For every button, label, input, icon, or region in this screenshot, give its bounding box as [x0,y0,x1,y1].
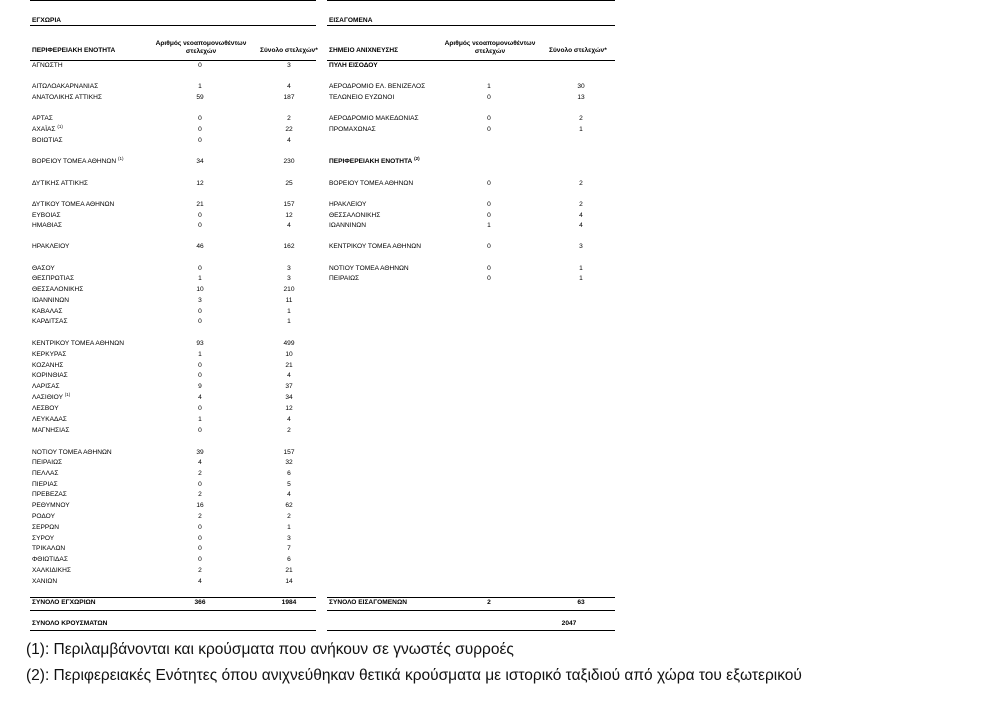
row-label-text: ΣΥΡΟΥ [32,535,55,542]
imported-table [327,0,615,640]
row-label-text: ΙΩΑΝΝΙΝΩΝ [32,297,69,304]
table-row [30,480,316,490]
row-total-count: 21 [285,362,293,369]
table-row [327,114,615,124]
row-new-count: 2 [198,567,202,574]
row-label-text: ΠΕΛΛΑΣ [32,470,59,477]
row-label [32,361,63,371]
row-new-count: 0 [198,318,202,325]
table-row [30,566,316,576]
row-total-count: 2 [579,180,583,187]
table-row [30,371,316,381]
grand-total-value-row [327,619,615,629]
row-new-count: 21 [196,201,204,208]
row-label [32,577,57,587]
total-label: ΣΥΝΟΛΟ ΕΓΧΩΡΙΩΝ [32,599,96,606]
row-total-count: 210 [283,286,295,293]
total-rule-bottom [30,610,316,611]
row-label [32,555,68,565]
table-row [30,448,316,458]
table-row [30,382,316,392]
table-row [327,125,615,135]
row-label-text: ΑΧΑΪΑΣ [32,126,56,133]
row-label [329,242,421,252]
row-label-text: ΔΥΤΙΚΟΥ ΤΟΜΕΑ ΑΘΗΝΩΝ [32,201,115,208]
row-label-text: ΗΡΑΚΛΕΙΟΥ [329,201,367,208]
row-label [32,393,70,403]
row-label [32,274,74,284]
row-total-count: 157 [283,201,295,208]
row-label [32,157,123,167]
row-label [32,317,68,327]
row-label [329,61,378,71]
table-row [327,274,615,284]
row-total-count: 230 [283,158,295,165]
row-label-text: ΒΟΡΕΙΟΥ ΤΟΜΕΑ ΑΘΗΝΩΝ [32,158,117,165]
row-total-count: 1 [287,308,291,315]
row-total-count: 3 [287,265,291,272]
row-label-text: ΗΜΑΘΙΑΣ [32,222,62,229]
row-total-count: 32 [285,459,293,466]
row-label [329,179,413,189]
col-header-total: Σύνολο στελεχών* [260,47,318,54]
row-label-text: ΒΟΡΕΙΟΥ ΤΟΜΕΑ ΑΘΗΝΩΝ [329,180,414,187]
grand-total-value: 2047 [561,620,577,627]
row-new-count: 2 [198,491,202,498]
row-new-count: 4 [198,578,202,585]
table-row [30,361,316,371]
table-row [30,317,316,327]
row-new-count: 0 [198,556,202,563]
table-row [30,469,316,479]
row-label-text: ΘΕΣΠΡΩΤΙΑΣ [32,275,75,282]
table-row [30,534,316,544]
row-total-count: 4 [287,83,291,90]
row-label [329,221,366,231]
table-row [327,221,615,231]
row-total-count: 7 [287,545,291,552]
row-label [32,61,63,71]
row-total-count: 157 [283,449,295,456]
row-label [32,221,62,231]
row-total-count: 1 [287,524,291,531]
row-label [329,93,394,103]
row-label-text: ΝΟΤΙΟΥ ΤΟΜΕΑ ΑΘΗΝΩΝ [329,265,409,272]
row-label-text: ΘΑΣΟΥ [32,265,55,272]
row-label-text: ΧΑΝΙΩΝ [32,578,58,585]
row-new-count: 0 [198,372,202,379]
row-new-count: 0 [198,362,202,369]
row-new-count: 0 [487,275,491,282]
row-label-text: ΑΕΡΟΔΡΟΜΙΟ ΕΛ. ΒΕΝΙΖΕΛΟΣ [329,83,426,90]
row-total-count: 6 [287,470,291,477]
row-label [32,566,71,576]
row-new-count: 3 [198,297,202,304]
table-row [30,285,316,295]
grand-total-rule [327,630,615,631]
table-row [30,523,316,533]
table-row [327,157,615,167]
table-row [30,544,316,554]
row-new-count: 1 [198,351,202,358]
row-label-text: ΒΟΙΩΤΙΑΣ [32,137,63,144]
row-label-text: ΑΝΑΤΟΛΙΚΗΣ ΑΤΤΙΚΗΣ [32,94,102,101]
table-row [30,93,316,103]
row-total-count: 37 [285,383,293,390]
footnote-marker: (1) [57,124,63,129]
row-total-count: 13 [577,94,585,101]
row-total-count: 2 [287,427,291,434]
table-row [30,211,316,221]
row-total-count: 6 [287,556,291,563]
row-total-count: 4 [287,491,291,498]
row-label-text: ΚΟΖΑΝΗΣ [32,362,64,369]
row-new-count: 59 [196,94,204,101]
row-total-count: 2 [579,115,583,122]
row-new-count: 2 [198,513,202,520]
row-label [329,82,425,92]
row-label-text: ΛΑΡΙΣΑΣ [32,383,60,390]
domestic-table [30,0,316,640]
table-row [327,61,615,71]
row-label-text: ΚΑΒΑΛΑΣ [32,308,63,315]
row-new-count: 0 [198,481,202,488]
row-label-text: ΘΕΣΣΑΛΟΝΙΚΗΣ [32,286,84,293]
footnote-marker: (1) [64,392,71,397]
row-label-text: ΠΕΙΡΑΙΩΣ [32,459,63,466]
table-row [30,490,316,500]
row-label [32,371,68,381]
row-label [329,114,419,124]
row-new-count: 0 [198,222,202,229]
row-label [32,523,59,533]
row-label-text: ΚΕΡΚΥΡΑΣ [32,351,67,358]
row-new-count: 0 [198,62,202,69]
grand-total-row [30,619,316,629]
row-total-count: 1 [579,126,583,133]
row-new-count: 0 [198,535,202,542]
top-rule [30,0,316,1]
row-total-count: 1 [579,265,583,272]
row-label-text: ΤΡΙΚΑΛΩΝ [32,545,66,552]
table-row [30,125,316,135]
table-row [30,426,316,436]
row-new-count: 0 [198,265,202,272]
row-new-count: 0 [487,243,491,250]
row-label [32,179,88,189]
row-new-count: 0 [198,545,202,552]
table-row [327,264,615,274]
row-label-text: ΣΕΡΡΩΝ [32,524,59,531]
row-label [32,469,58,479]
row-total-count: 62 [285,502,293,509]
row-label [32,382,60,392]
row-total-count: 22 [285,126,293,133]
row-label [32,512,55,522]
table-row [30,404,316,414]
row-new-count: 1 [198,83,202,90]
row-total-count: 3 [287,535,291,542]
row-label [32,480,58,490]
section-rule [30,25,316,26]
row-new-count: 93 [196,340,204,347]
row-label [32,307,62,317]
row-label [32,114,53,124]
table-row [30,179,316,189]
table-row [30,221,316,231]
row-new-count: 0 [487,115,491,122]
row-label-text: ΛΕΥΚΑΔΑΣ [32,416,67,423]
row-label-text: ΘΕΣΣΑΛΟΝΙΚΗΣ [329,212,381,219]
total-all: 63 [577,599,585,606]
table-row [327,211,615,221]
row-label [32,285,83,295]
row-label-text: ΝΟΤΙΟΥ ΤΟΜΕΑ ΑΘΗΝΩΝ [32,449,112,456]
row-new-count: 10 [196,286,204,293]
row-label [32,404,59,414]
row-total-count: 3 [287,275,291,282]
table-row [30,274,316,284]
row-label-text: ΚΕΝΤΡΙΚΟΥ ΤΟΜΕΑ ΑΘΗΝΩΝ [32,340,124,347]
domestic-title: ΕΓΧΩΡΙΑ [32,17,62,24]
table-row [327,200,615,210]
row-label-text: ΦΘΙΩΤΙΔΑΣ [32,556,68,563]
imported-title: ΕΙΣΑΓΟΜΕΝΑ [329,17,373,24]
row-label-text: ΕΥΒΟΙΑΣ [32,212,61,219]
row-label [32,448,112,458]
row-label [32,296,69,306]
row-total-count: 4 [287,416,291,423]
row-label-text: ΑΕΡΟΔΡΟΜΙΟ ΜΑΚΕΔΟΝΙΑΣ [329,115,419,122]
section-rule [327,25,615,26]
footnote-2: (2): Περιφερειακές Ενότητες όπου ανιχνεύθηκαν θετικά κρούσματα με ιστορικό ταξιδιού από χώρα του εξωτερικού [26,667,802,684]
row-new-count: 0 [487,94,491,101]
row-label-text: ΧΑΛΚΙΔΙΚΗΣ [32,567,71,574]
table-row [30,393,316,403]
row-new-count: 4 [198,459,202,466]
row-label [32,534,54,544]
row-label [32,200,114,210]
row-new-count: 0 [487,180,491,187]
table-row [30,458,316,468]
table-row [327,242,615,252]
row-label-text: ΑΓΝΩΣΤΗ [32,62,63,69]
total-rule-bottom [327,610,615,611]
row-label-text: ΤΕΛΩΝΕΙΟ ΕΥΖΩΝΟΙ [329,94,395,101]
table-row [327,82,615,92]
row-label-text: ΠΡΕΒΕΖΑΣ [32,491,67,498]
row-label [32,82,98,92]
row-new-count: 16 [196,502,204,509]
row-total-count: 4 [287,222,291,229]
row-label [32,501,70,511]
table-row [30,157,316,167]
top-rule [327,0,615,1]
table-row [30,242,316,252]
domestic-total-row [30,598,316,608]
grand-total-rule [30,630,316,631]
row-label-text: ΠΡΟΜΑΧΩΝΑΣ [329,126,376,133]
row-label-text: ΜΑΓΝΗΣΙΑΣ [32,427,70,434]
row-new-count: 0 [487,212,491,219]
total-all: 1984 [281,599,297,606]
row-label [32,415,67,425]
row-total-count: 187 [283,94,295,101]
row-label [32,339,124,349]
row-total-count: 1 [579,275,583,282]
table-row [327,93,615,103]
row-new-count: 34 [196,158,204,165]
table-row [30,350,316,360]
row-label [32,458,62,468]
row-new-count: 0 [198,126,202,133]
col-header-region: ΠΕΡΙΦΕΡΕΙΑΚΗ ΕΝΟΤΗΤΑ [32,47,116,54]
table-row [30,82,316,92]
total-new: 2 [487,599,491,606]
table-row [30,307,316,317]
row-total-count: 3 [579,243,583,250]
row-label-text: ΡΕΘΥΜΝΟΥ [32,502,70,509]
row-total-count: 2 [287,513,291,520]
table-row [327,179,615,189]
table-row [30,501,316,511]
row-label [329,274,359,284]
imported-total-row [327,598,615,608]
table-row [30,296,316,306]
row-label [329,211,380,221]
grand-total-label: ΣΥΝΟΛΟ ΚΡΟΥΣΜΑΤΩΝ [32,620,108,627]
row-label-text: ΚΟΡΙΝΘΙΑΣ [32,372,68,379]
row-label [32,350,66,360]
row-new-count: 0 [198,137,202,144]
row-total-count: 4 [579,212,583,219]
total-new: 366 [194,599,206,606]
row-total-count: 5 [287,481,291,488]
row-label-text: ΛΕΣΒΟΥ [32,405,59,412]
row-total-count: 10 [285,351,293,358]
row-new-count: 4 [198,394,202,401]
row-label [32,426,69,436]
row-new-count: 0 [198,405,202,412]
footnote-marker: (1) [117,156,124,161]
table-row [30,555,316,565]
table-row [30,114,316,124]
row-total-count: 3 [287,62,291,69]
row-total-count: 4 [579,222,583,229]
table-row [30,512,316,522]
table-row [30,339,316,349]
col-header-total: Σύνολο στελεχών* [549,47,607,54]
col-header-new: Αριθμός νεοαπομονωθέντων στελεχών [155,40,247,55]
row-total-count: 11 [285,297,293,304]
table-row [30,200,316,210]
row-new-count: 0 [198,115,202,122]
row-new-count: 12 [196,180,204,187]
row-new-count: 1 [487,83,491,90]
row-label [329,200,366,210]
row-new-count: 39 [196,449,204,456]
row-new-count: 0 [487,265,491,272]
row-label-text: ΔΥΤΙΚΗΣ ΑΤΤΙΚΗΣ [32,180,88,187]
row-label [32,490,67,500]
col-header-new: Αριθμός νεοαπομονωθέντων στελεχών [444,40,536,55]
col-header-point: ΣΗΜΕΙΟ ΑΝΙΧΝΕΥΣΗΣ [329,47,399,54]
row-label [329,125,376,135]
row-label-text: ΠΕΡΙΦΕΡΕΙΑΚΗ ΕΝΟΤΗΤΑ [329,158,413,165]
total-label: ΣΥΝΟΛΟ ΕΙΣΑΓΟΜΕΝΩΝ [329,599,407,606]
footnote-marker: (2) [414,156,420,161]
row-label-text: ΑΙΤΩΛΟΑΚΑΡΝΑΝΙΑΣ [32,83,99,90]
row-total-count: 21 [285,567,293,574]
row-label-text: ΠΙΕΡΙΑΣ [32,481,58,488]
row-total-count: 4 [287,372,291,379]
row-new-count: 46 [196,243,204,250]
row-total-count: 1 [287,318,291,325]
row-new-count: 0 [487,201,491,208]
row-total-count: 499 [283,340,295,347]
row-total-count: 2 [287,115,291,122]
row-label-text: ΗΡΑΚΛΕΙΟΥ [32,243,70,250]
row-new-count: 0 [198,212,202,219]
row-label-text: ΚΑΡΔΙΤΣΑΣ [32,318,68,325]
row-total-count: 25 [285,180,293,187]
row-new-count: 1 [198,275,202,282]
row-label-text: ΠΥΛΗ ΕΙΣΟΔΟΥ [329,62,378,69]
row-new-count: 2 [198,470,202,477]
row-label [32,544,65,554]
table-row [30,136,316,146]
row-total-count: 4 [287,137,291,144]
table-row [30,264,316,274]
row-label [32,242,69,252]
row-total-count: 14 [285,578,293,585]
row-new-count: 0 [198,524,202,531]
row-label-text: ΛΑΣΙΘΙΟΥ [32,394,63,401]
row-label [32,136,63,146]
row-label-text: ΠΕΙΡΑΙΩΣ [329,275,360,282]
row-total-count: 34 [285,394,293,401]
row-total-count: 12 [285,212,293,219]
row-label-text: ΡΟΔΟΥ [32,513,55,520]
row-total-count: 12 [285,405,293,412]
row-label [329,264,409,274]
row-new-count: 1 [198,416,202,423]
table-row [30,577,316,587]
row-label-text: ΙΩΑΝΝΙΝΩΝ [329,222,366,229]
table-row [30,415,316,425]
row-new-count: 0 [198,427,202,434]
footnote-1: (1): Περιλαμβάνονται και κρούσματα που ανήκουν σε γνωστές συρροές [26,641,514,658]
row-total-count: 162 [283,243,295,250]
row-label-text: ΚΕΝΤΡΙΚΟΥ ΤΟΜΕΑ ΑΘΗΝΩΝ [329,243,421,250]
row-total-count: 30 [577,83,585,90]
row-label [32,211,61,221]
row-new-count: 1 [487,222,491,229]
row-label [329,157,420,167]
table-row [30,61,316,71]
row-label [32,125,63,135]
row-new-count: 9 [198,383,202,390]
row-label [32,93,102,103]
row-new-count: 0 [198,308,202,315]
row-total-count: 2 [579,201,583,208]
row-new-count: 0 [487,126,491,133]
row-label [32,264,55,274]
row-label-text: ΑΡΤΑΣ [32,115,53,122]
